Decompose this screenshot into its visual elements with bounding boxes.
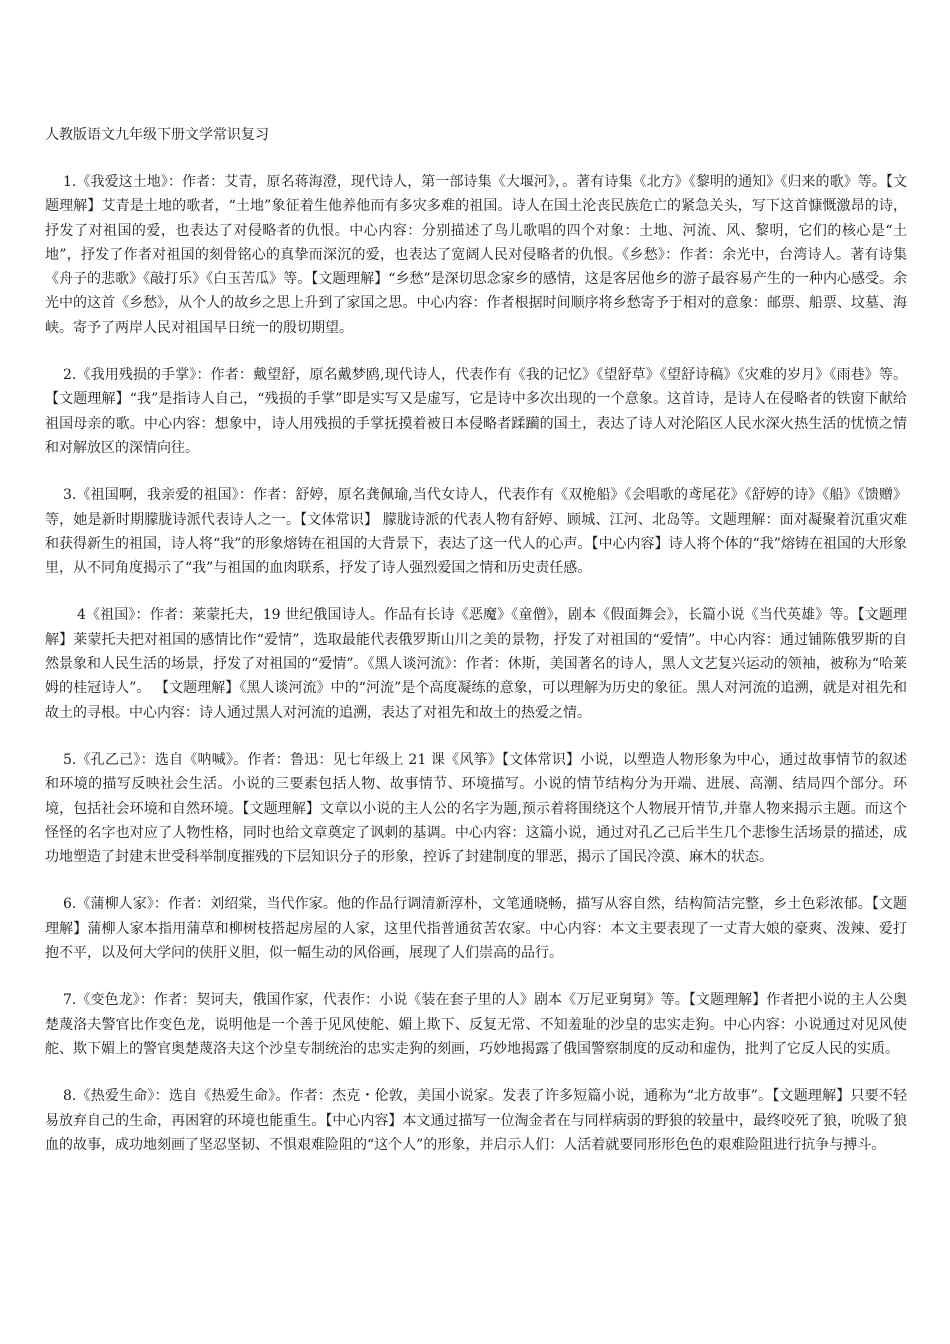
document-title: 人教版语文九年级下册文学常识复习 <box>45 127 269 143</box>
paragraph-3: 3.《祖国啊，我亲爱的祖国》：作者：舒婷，原名龚佩瑜,当代女诗人，代表作有《双桅船》《会唱歌的鸢尾花》《舒婷的诗》《船》《馈赠》等，她是新时期朦胧诗派代表诗人之一。【文体常识】 朦胧诗派的代表人物有舒婷、顾城、江河、北岛等。文题理解：面对凝聚着沉重灾难和获得新生的祖国，诗人将“我”的形象熔铸在祖国的大背景下，表达了这一代人的心声。【中心内容】诗人将个体的“我”熔铸在祖国的大形象里，从不同角度揭示了“我”与祖国的血肉联系，抒发了诗人强烈爱国之情和历史责任感。 <box>45 487 907 577</box>
paragraph-1: 1.《我爱这土地》：作者：艾青，原名蒋海澄，现代诗人，第一部诗集《大堰河》，。著有诗集《北方》《黎明的通知》《归来的歌》等。【文题理解】艾青是土地的歌者，“土地”象征着生他养他而有多灾多难的祖国。诗人在国土沦丧民族危亡的紧急关头，写下这首慷慨激昂的诗，抒发了对祖国的爱，也表达了对侵略者的仇恨。中心内容：分别描述了鸟儿歌唱的四个对象：土地、河流、风、黎明，它们的核心是“土地”，抒发了作者对祖国的刻骨铭心的真挚而深沉的爱，也表达了宽阔人民对侵略者的仇恨。《乡愁》：作者：余光中，台湾诗人。著有诗集《舟子的悲歌》《敲打乐》《白玉苦瓜》等。【文题理解】“乡愁”是深切思念家乡的感情，这是客居他乡的游子最容易产生的一种内心感受。余光中的这首《乡愁》，从个人的故乡之思上升到了家国之思。中心内容：作者根据时间顺序将乡愁寄予于相对的意象：邮票、船票、坟墓、海峡。寄予了两岸人民对祖国早日统一的殷切期望。 <box>45 174 907 336</box>
paragraph-8: 8.《热爱生命》：选自《热爱生命》。作者：杰克・伦敦，美国小说家。发表了许多短篇小说，通称为“北方故事”。【文题理解】只要不轻易放弃自己的生命，再困窘的环境也能重生。【中心内容】本文通过描写一位淘金者在与同样病弱的野狼的较量中，最终咬死了狼，吮吸了狼血的故事，成功地刻画了坚忍坚韧、不惧艰难险阻的“这个人”的形象，并启示人们：人活着就要同形形色色的艰难险阻进行抗争与搏斗。 <box>45 1088 907 1153</box>
paragraph-5: 5.《孔乙己》：选自《呐喊》。作者：鲁迅：见七年级上 21 课《风筝》【文体常识】小说，以塑造人物形象为中心，通过故事情节的叙述和环境的描写反映社会生活。小说的三要素包括人物、故事情节、环境描写。小说的情节结构分为开端、进展、高潮、结局四个部分。环境，包括社会环境和自然环境。【文题理解】文章以小说的主人公的名字为题,预示着将围绕这个人物展开情节,并靠人物来揭示主题。而这个怪怪的名字也对应了人物性格，同时也给文章奠定了讽刺的基调。中心内容：这篇小说，通过对孔乙己后半生几个悲惨生活场景的描述，成功地塑造了封建末世受科举制度摧残的下层知识分子的形象，控诉了封建制度的罪恶，揭示了国民冷漠、麻木的状态。 <box>45 751 907 866</box>
document-page <box>45 124 907 1180</box>
paragraph-2: 2.《我用残损的手掌》：作者：戴望舒，原名戴梦鸥,现代诗人，代表作有《我的记忆》《望舒草》《望舒诗稿》《灾难的岁月》《雨巷》等。【文题理解】“我”是指诗人自己，“残损的手掌”即是实写又是虚写，它是诗中多次出现的一个意象。这首诗，是诗人在侵略者的铁窗下献给祖国母亲的歌。中心内容：想象中，诗人用残损的手掌抚摸着被日本侵略者蹂躏的国土，表达了诗人对沦陷区人民水深火热生活的忧愤之情和对解放区的深情向往。 <box>45 367 907 456</box>
paragraph-4: 4《祖国》：作者：莱蒙托夫，19 世纪俄国诗人。作品有长诗《恶魔》《童僧》，剧本《假面舞会》，长篇小说《当代英雄》等。【文题理解】莱蒙托夫把对祖国的感情比作“爱情”，选取最能代表俄罗斯山川之美的景物，抒发了对祖国的“爱情”。中心内容：通过铺陈俄罗斯的自然景象和人民生活的场景，抒发了对祖国的“爱情”。《黑人谈河流》：作者：休斯，美国著名的诗人，黑人文艺复兴运动的领袖，被称为“哈莱姆的桂冠诗人”。 【文题理解】《黑人谈河流》中的“河流”是个高度凝练的意象，可以理解为历史的象征。黑人对河流的追溯，就是对祖先和故土的寻根。中心内容：诗人通过黑人对河流的追溯，表达了对祖先和故土的热爱之情。 <box>45 607 907 721</box>
paragraph-6: 6.《蒲柳人家》：作者：刘绍棠，当代作家。他的作品行调清新淳朴，文笔通晓畅，描写从容自然，结构简洁完整，乡土色彩浓郁。【文题理解】蒲柳人家本指用蒲草和柳树枝搭起房屋的人家，这里代指普通贫苦农家。中心内容：本文主要表现了一丈青大娘的豪爽、泼辣、爱打抱不平，以及何大学问的侠肝义胆，似一幅生动的风俗画，展现了人们崇高的品行。 <box>45 896 907 962</box>
paragraph-7: 7.《变色龙》：作者：契诃夫，俄国作家，代表作：小说《装在套子里的人》剧本《万尼亚舅舅》等。【文题理解】作者把小说的主人公奥楚蔑洛夫警官比作变色龙，说明他是一个善于见风使舵、媚上欺下、反复无常、不知羞耻的沙皇的忠实走狗。中心内容：小说通过对见风使舵、欺下媚上的警官奥楚蔑洛夫这个沙皇专制统治的忠实走狗的刻画，巧妙地揭露了俄国警察制度的反动和虚伪，批判了它反人民的实质。 <box>45 992 907 1057</box>
